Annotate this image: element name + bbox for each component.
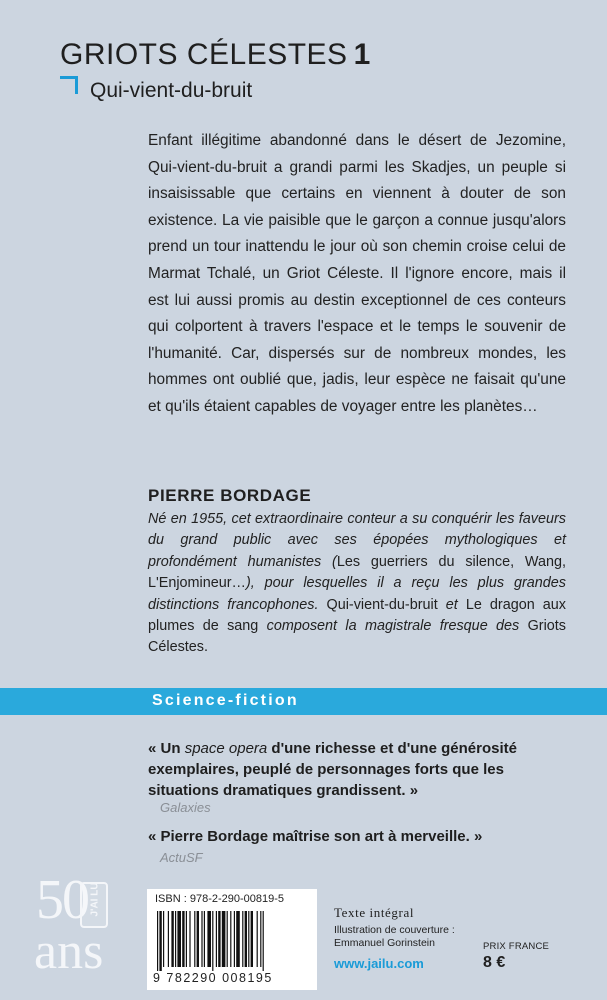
anniversary-digits: 50 <box>36 869 88 931</box>
quote-text: « Pierre Bordage maîtrise son art à merveille. » <box>148 828 483 845</box>
anniversary-years: ans <box>34 923 104 980</box>
quote-source: Galaxies <box>160 800 211 815</box>
price: 8 € <box>483 954 506 971</box>
bio-part: Griots Célestes. <box>148 618 566 656</box>
bio-part: et <box>437 596 466 613</box>
genre-label: Science-fiction <box>152 692 299 709</box>
barcode-panel <box>147 889 317 990</box>
quote-italic: space opera <box>184 740 268 757</box>
bio-part: Les guerriers du silence, Wang, L'Enjomineur… <box>148 553 566 592</box>
press-quote <box>148 826 566 847</box>
bio-part: composent la magistrale fresque des <box>258 618 528 635</box>
author-bio <box>148 509 566 659</box>
series-name: GRIOTS CÉLESTES <box>60 38 348 71</box>
bio-part: Qui-vient-du-bruit <box>326 596 438 613</box>
corner-mark-icon <box>60 76 78 94</box>
press-quote <box>148 738 566 801</box>
texte-integral: Texte intégral <box>334 905 415 920</box>
quote-source: ActuSF <box>160 850 203 865</box>
book-title: Qui-vient-du-bruit <box>90 79 253 102</box>
publisher-logo-icon <box>80 882 108 928</box>
illustration-credit-line: Emmanuel Gorinstein <box>334 937 435 949</box>
illustration-credit <box>334 924 455 950</box>
price-label: PRIX FRANCE <box>483 941 550 952</box>
series-number: 1 <box>353 38 371 71</box>
series-title <box>60 38 371 72</box>
quote-text: d'une richesse et d'une générosité exemplaires, peuplé de personnages forts que les situations dramatiques grandissent. » <box>148 740 517 799</box>
bio-part: Né en 1955, cet extraordinaire conteur a su conquérir les faveurs du grand public avec ses épopées mythologiques et profondément humanistes ( <box>148 511 566 570</box>
quote-text: « Un <box>148 740 185 757</box>
illustration-credit-line: Illustration de couverture : <box>334 924 455 936</box>
barcode-icon <box>155 911 311 971</box>
author-name: PIERRE BORDAGE <box>148 486 312 505</box>
isbn: ISBN : 978-2-290-00819-5 <box>155 893 285 905</box>
bio-part: ), pour lesquelles il a reçu les plus grandes distinctions francophones. <box>148 575 566 613</box>
back-cover-blurb: Enfant illégitime abandonné dans le désert de Jezomine, Qui-vient-du-bruit a grandi parmi les Skadjes, un peuple si insaisissable que certains en viennent à douter de son existence. La vie paisible que le garçon a connue jusqu'alors prend un tour inattendu le jour où son chemin croise celui de Marmat Tchalé, un Griot Céleste. Il l'ignore encore, mais il est lui aussi promis au destin exceptionnel de ces conteurs qui colportent à travers l'espace et le temps le souvenir de l'humanité. Car, dispersés sur de nombreux mondes, les hommes ont oublié que, jadis, leur espèce ne faisait qu'une et qu'ils étaient capables de voyager entre les planètes… <box>148 132 566 415</box>
publisher-website-link[interactable]: www.jailu.com <box>334 956 424 971</box>
bio-part: Le dragon aux plumes de sang <box>148 596 566 635</box>
genre-band <box>0 688 607 715</box>
publisher-logo-text: J'AI LU <box>89 882 101 917</box>
anniversary-logo <box>14 869 132 992</box>
ean-digits: 9 782290 008195 <box>153 971 273 985</box>
